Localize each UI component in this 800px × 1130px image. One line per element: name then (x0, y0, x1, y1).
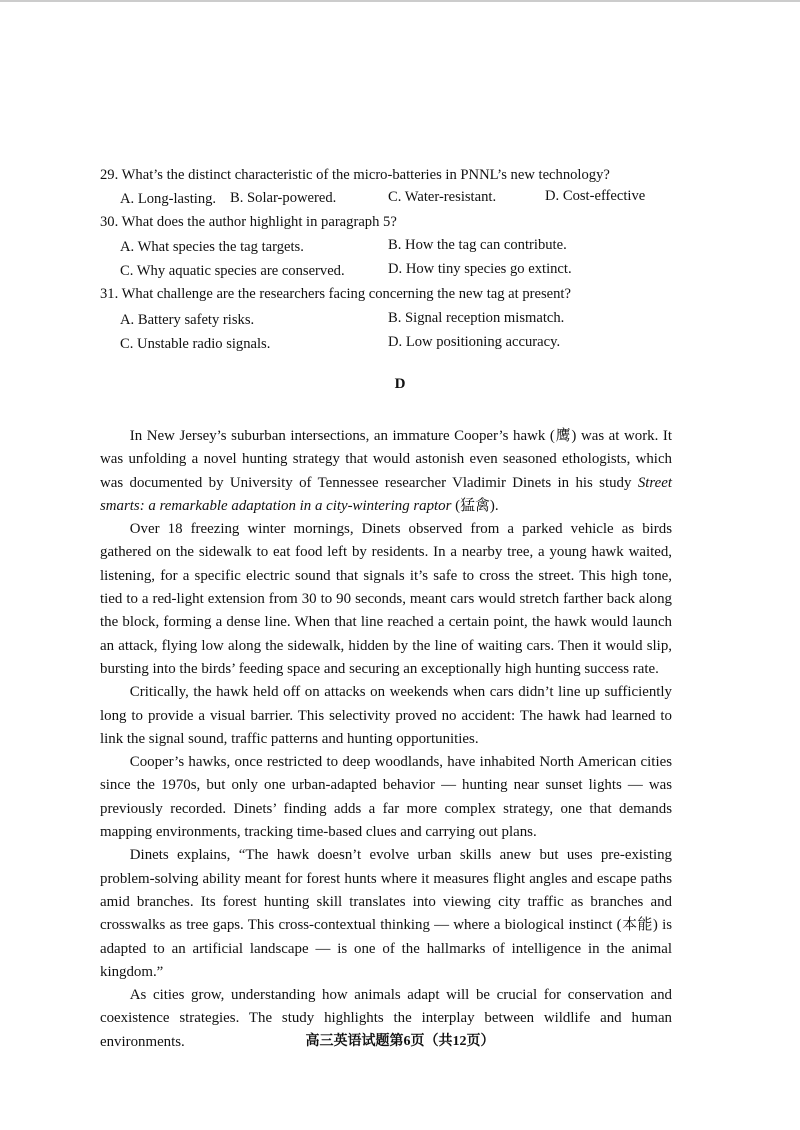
option-b: B. Signal reception mismatch. (388, 310, 565, 326)
option-c: C. Why aquatic species are conserved. (120, 263, 345, 279)
paragraph-2: Over 18 freezing winter mornings, Dinets observed from a parked vehicle as birds gathered on the sidewalk to eat food left by residents. In a nearby tree, a young hawk waited, listening, for a specific electric sound that signals it’s safe to cross the street. This high tone, tied to a red-light extension from 30 to 90 seconds, meant cars would stretch farther back along the block, forming a dense line. When that line reached a certain point, the hawk would launch an attack, flying low along the sidewalk, hidden by the line of waiting cars. Then it would slip, bursting into the birds’ feeding space and securing an exceptionally high hunting success rate. (100, 521, 672, 677)
page-edge (0, 0, 800, 2)
option-c: C. Water-resistant. (388, 189, 497, 205)
option-b: B. Solar-powered. (230, 190, 337, 206)
question-text: What challenge are the researchers facing concerning the new tag at present? (121, 286, 571, 302)
paragraph-1: In New Jersey’s suburban intersections, an immature Cooper’s hawk (鹰) was at work. It was unfolding a novel hunting strategy that would astonish even seasoned ethologists, which was documented by University of Tennessee researcher Vladimir Dinets in his study Street smarts: a remarkable adaptation in a city-wintering raptor (猛禽). (100, 428, 672, 514)
page-footer: 高三英语试题第6页（共12页） (305, 1034, 495, 1049)
question-text: What’s the distinct characteristic of the micro-batteries in PNNL’s new technology? (121, 167, 610, 183)
option-a: A. Battery safety risks. (120, 312, 255, 328)
option-d: D. Low positioning accuracy. (388, 334, 561, 350)
option-d: D. Cost-effective (545, 188, 646, 204)
option-a: A. What species the tag targets. (120, 239, 304, 255)
study-title: Street smarts: a remarkable adaptation in a city-wintering raptor (100, 474, 672, 514)
paragraph-6: As cities grow, understanding how animals adapt will be crucial for conservation and coexistence strategies. The study highlights the interplay between wildlife and human environments. (100, 987, 672, 1050)
option-c: C. Unstable radio signals. (120, 336, 271, 352)
paragraph-5: Dinets explains, “The hawk doesn’t evolve urban skills anew but uses pre-existing problem-solving ability meant for forest hunts where it measures flight angles and escape paths amid branches. Its forest hunting skill translates into viewing city traffic as branches and crosswalks as tree gaps. This cross-contextual thinking — where a biological instinct (本能) is adapted to an artificial landscape — is one of the hallmarks of intelligence in the animal kingdom.” (100, 847, 672, 980)
paragraph-3: Critically, the hawk held off on attacks on weekends when cars didn’t line up sufficiently long to provide a visual barrier. This selectivity proved no accident: The hawk had learned to link the signal sound, traffic patterns and hunting opportunities. (100, 684, 672, 747)
option-a: A. Long-lasting. (120, 191, 217, 207)
question-number: 29. (100, 167, 119, 183)
question-text: What does the author highlight in paragraph 5? (121, 214, 397, 230)
option-b: B. How the tag can contribute. (388, 237, 567, 253)
question-number: 30. (100, 214, 119, 230)
question-number: 31. (100, 286, 119, 302)
option-d: D. How tiny species go extinct. (388, 261, 572, 277)
section-heading: D (394, 376, 406, 392)
paragraph-4: Cooper’s hawks, once restricted to deep woodlands, have inhabited North American cities since the 1970s, but only one urban-adapted behavior — hunting near sunset lights — was previously recorded. Dinets’ finding adds a far more complex strategy, one that demands mapping environments, tracking time-based clues and carrying out plans. (100, 754, 672, 841)
reading-passage (100, 425, 672, 1054)
